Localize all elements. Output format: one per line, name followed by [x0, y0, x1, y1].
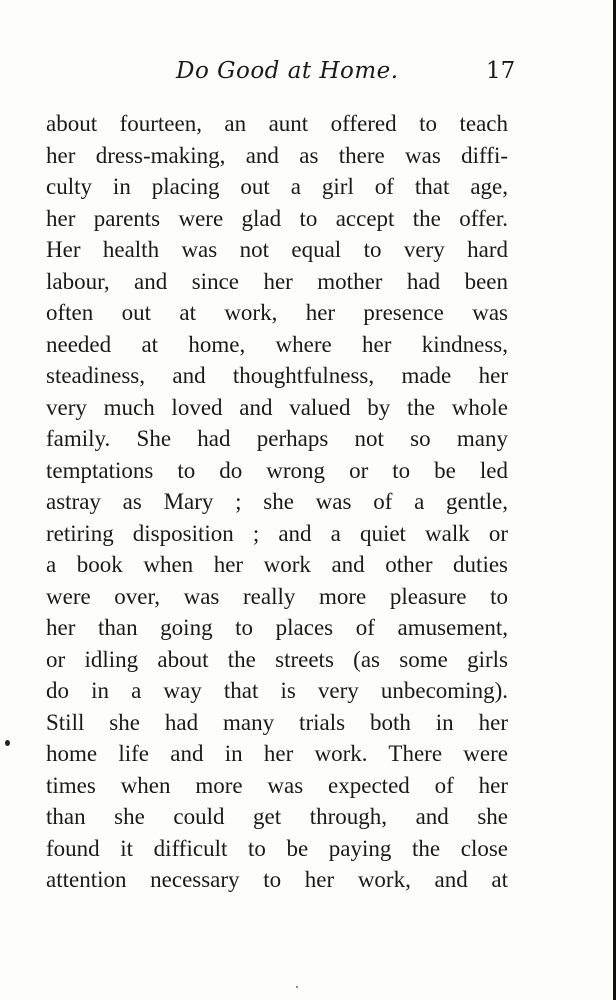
text-line: Her health was not equal to very hard — [46, 237, 508, 262]
text-line: often out at work, her presence was — [46, 300, 508, 325]
ink-speck — [5, 740, 10, 746]
text-line: steadiness, and thoughtfulness, made her — [46, 363, 508, 388]
page-number: 17 — [486, 58, 516, 84]
running-head — [0, 58, 616, 90]
ink-speck — [296, 986, 298, 988]
text-line: temptations to do wrong or to be led — [46, 457, 508, 483]
text-line: very much loved and valued by the whole — [46, 394, 508, 420]
text-line: a book when her work and other duties — [46, 552, 508, 577]
body-text — [46, 108, 508, 896]
text-line: do in a way that is very unbecoming). — [46, 678, 508, 703]
text-line: culty in placing out a girl of that age, — [46, 174, 508, 199]
text-line: her than going to places of amusement, — [46, 615, 508, 640]
text-line: labour, and since her mother had been — [46, 268, 508, 294]
text-line: than she could get through, and she — [46, 804, 508, 829]
text-line: her dress-making, and as there was diffi- — [46, 142, 508, 168]
text-line: about fourteen, an aunt offered to teach — [46, 111, 508, 136]
text-line: found it difficult to be paying the close — [46, 835, 508, 861]
text-line: attention necessary to her work, and at — [46, 867, 508, 892]
text-line: home life and in her work. There were — [46, 741, 508, 766]
text-line: were over, was really more pleasure to — [46, 583, 508, 609]
text-line: or idling about the streets (as some girls — [46, 646, 508, 672]
text-line: needed at home, where her kindness, — [46, 331, 508, 357]
text-line: family. She had perhaps not so many — [46, 426, 508, 451]
text-line: times when more was expected of her — [46, 772, 508, 798]
text-line: her parents were glad to accept the offer. — [46, 205, 508, 231]
running-title: Do Good at Home. — [176, 58, 399, 84]
text-line: astray as Mary ; she was of a gentle, — [46, 489, 508, 514]
text-line: Still she had many trials both in her — [46, 709, 508, 735]
text-line: retiring disposition ; and a quiet walk or — [46, 520, 508, 546]
